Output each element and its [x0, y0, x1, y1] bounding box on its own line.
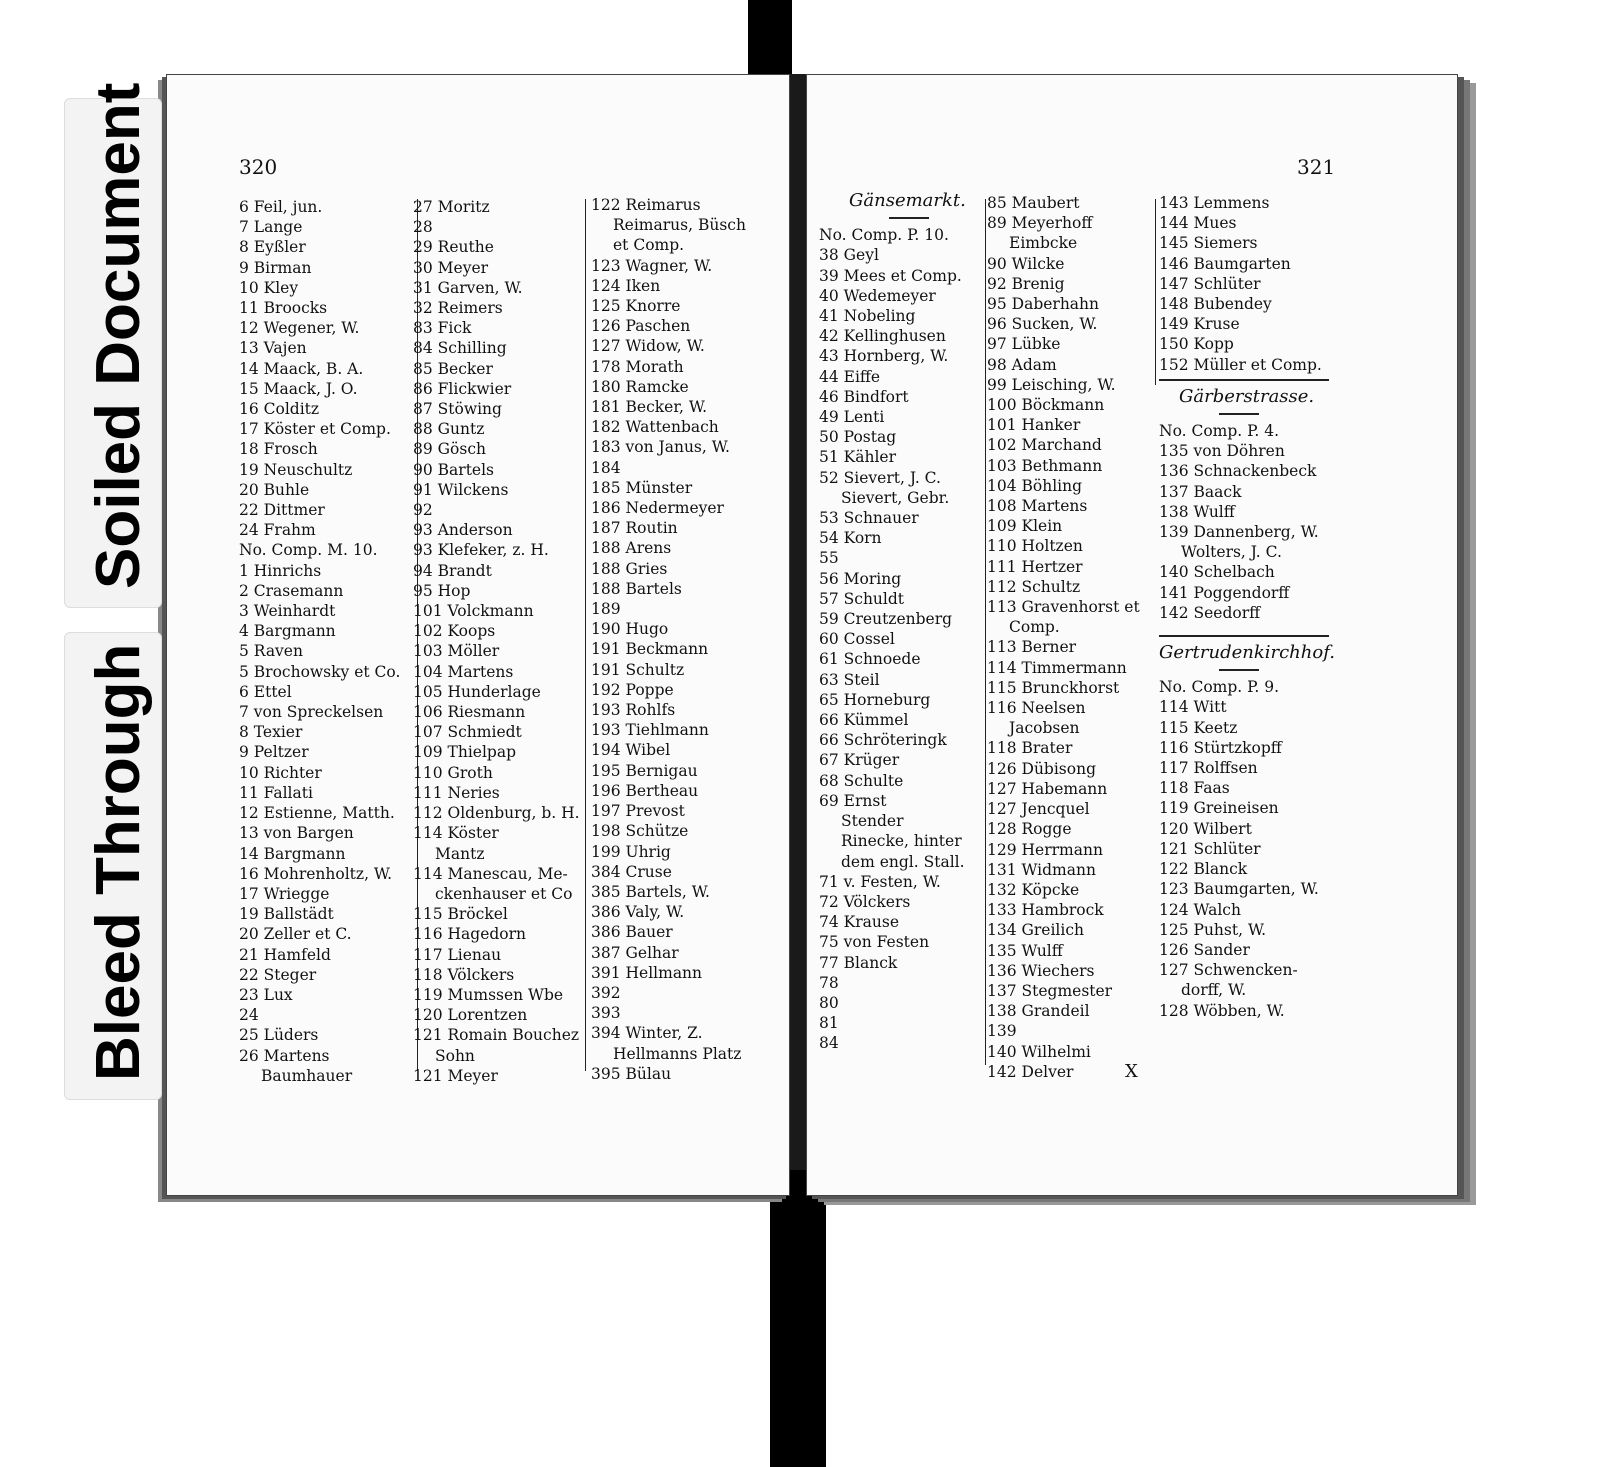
directory-entry: 145 Siemers — [1159, 234, 1258, 253]
directory-entry: 90 Wilcke — [987, 254, 1065, 273]
directory-entry: 9 Birman — [239, 258, 312, 277]
directory-entry: 30 Meyer — [413, 258, 489, 277]
directory-entry: 5 Brochowsky et Co. — [239, 662, 401, 681]
directory-entry: 384 Cruse — [591, 862, 672, 881]
directory-entry: 121 Schlüter — [1159, 839, 1261, 858]
directory-entry: 10 Richter — [239, 763, 322, 782]
directory-entry: 5 Raven — [239, 642, 303, 661]
directory-entry: 8 Eyßler — [239, 238, 306, 257]
directory-entry: 25 Lüders — [239, 1026, 319, 1045]
directory-entry: 198 Schütze — [591, 822, 689, 841]
directory-entry: Sievert, Gebr. — [841, 488, 950, 507]
directory-entry: 2 Crasemann — [239, 581, 344, 600]
directory-entry: 42 Kellinghusen — [819, 327, 946, 346]
directory-entry: 52 Sievert, J. C. — [819, 468, 941, 487]
directory-entry: 6 Ettel — [239, 682, 292, 701]
directory-entry: 28 — [413, 218, 433, 237]
directory-entry: 96 Sucken, W. — [987, 315, 1098, 334]
directory-entry: 75 von Festen — [819, 933, 930, 952]
directory-entry: 197 Prevost — [591, 802, 685, 821]
directory-entry: 199 Uhrig — [591, 842, 671, 861]
directory-entry: 92 — [413, 501, 433, 520]
directory-entry: 111 Hertzer — [987, 557, 1083, 576]
directory-entry: 113 Gravenhorst et — [987, 598, 1140, 617]
directory-entry: 114 Witt — [1159, 698, 1227, 717]
column-right-1 — [819, 191, 966, 1054]
directory-entry: 89 Gösch — [413, 440, 486, 459]
directory-entry: 386 Valy, W. — [591, 903, 685, 922]
directory-entry: 191 Schultz — [591, 660, 685, 679]
directory-entry: 139 — [987, 1022, 1017, 1041]
directory-entry: 1 Hinrichs — [239, 561, 322, 580]
directory-entry: 133 Hambrock — [987, 901, 1104, 920]
directory-entry: 134 Greilich — [987, 921, 1085, 940]
directory-entry: 152 Müller et Comp. — [1159, 355, 1322, 374]
directory-entry: Reimarus, Büsch — [613, 216, 746, 235]
directory-entry: 122 Reimarus — [591, 196, 701, 214]
directory-entry: 81 — [819, 1014, 839, 1033]
directory-entry: 98 Adam — [987, 355, 1057, 374]
directory-entry: 92 Brenig — [987, 274, 1065, 293]
directory-entry: 84 — [819, 1034, 839, 1053]
directory-entry: 142 Delver — [987, 1062, 1074, 1081]
directory-entry: 55 — [819, 549, 839, 568]
column-right-3 — [1159, 193, 1335, 1021]
directory-entry: 128 Rogge — [987, 820, 1072, 839]
directory-entry: 87 Stöwing — [413, 400, 502, 419]
directory-entry: Rinecke, hinter — [841, 832, 962, 851]
directory-entry: 129 Herrmann — [987, 840, 1103, 859]
directory-entry: 392 — [591, 983, 621, 1002]
directory-entry: 66 Kümmel — [819, 711, 909, 730]
directory-entry: 54 Korn — [819, 529, 882, 548]
directory-entry: 53 Schnauer — [819, 509, 919, 528]
directory-entry: 63 Steil — [819, 670, 880, 689]
directory-entry: Jacobsen — [1009, 719, 1080, 738]
directory-entry: 139 Dannenberg, W. — [1159, 523, 1319, 542]
directory-entry: 116 Stürtzkopff — [1159, 738, 1282, 757]
directory-entry: 140 Wilhelmi — [987, 1042, 1091, 1061]
directory-entry: 387 Gelhar — [591, 943, 679, 962]
directory-entry: 123 Baumgarten, W. — [1159, 880, 1319, 899]
directory-entry: 127 Habemann — [987, 779, 1108, 798]
right-page — [806, 74, 1458, 1196]
column-divider — [1155, 199, 1156, 385]
directory-entry: 56 Moring — [819, 569, 902, 588]
section-rule — [1159, 635, 1329, 637]
directory-entry: 120 Lorentzen — [413, 1006, 528, 1025]
column-left-1 — [239, 197, 400, 1086]
street-heading: Gärberstrasse. — [1179, 385, 1315, 407]
directory-entry: 183 von Janus, W. — [591, 438, 730, 457]
directory-entry: 111 Neries — [413, 783, 500, 802]
directory-entry: 108 Martens — [987, 497, 1088, 516]
directory-entry: 94 Brandt — [413, 561, 492, 580]
directory-entry: 104 Martens — [413, 662, 514, 681]
directory-entry: 13 Vajen — [239, 339, 307, 358]
directory-entry: 3 Weinhardt — [239, 602, 336, 621]
directory-entry: 126 Dübisong — [987, 759, 1096, 778]
directory-entry: 99 Leisching, W. — [987, 375, 1116, 394]
directory-entry: 57 Schuldt — [819, 589, 905, 608]
directory-entry: No. Comp. P. 10. — [819, 226, 949, 245]
directory-entry: 141 Poggendorff — [1159, 583, 1290, 602]
directory-entry: 93 Anderson — [413, 521, 513, 540]
directory-entry: Hellmanns Platz — [613, 1044, 742, 1063]
directory-entry: 27 Moritz — [413, 198, 490, 216]
directory-entry: 191 Beckmann — [591, 640, 709, 659]
directory-entry: 188 Gries — [591, 559, 668, 578]
directory-entry: 101 Hanker — [987, 416, 1081, 435]
directory-entry: 395 Bülau — [591, 1064, 672, 1083]
directory-entry: 16 Colditz — [239, 400, 320, 419]
directory-entry: 74 Krause — [819, 913, 899, 932]
section-rule — [1159, 379, 1329, 381]
directory-entry: 50 Postag — [819, 428, 897, 447]
column-divider — [585, 199, 586, 1071]
directory-entry: Stender — [841, 812, 904, 831]
column-left-3 — [591, 195, 746, 1084]
directory-entry: 107 Schmiedt — [413, 723, 522, 742]
page-number-right: 321 — [1297, 155, 1336, 179]
directory-entry: 11 Broocks — [239, 299, 328, 318]
directory-entry: Sohn — [435, 1046, 475, 1065]
directory-entry: 118 Brater — [987, 739, 1073, 758]
directory-entry: 114 Timmermann — [987, 658, 1127, 677]
directory-entry: 110 Groth — [413, 763, 493, 782]
directory-entry: 110 Holtzen — [987, 537, 1083, 556]
directory-entry: 146 Baumgarten — [1159, 254, 1291, 273]
directory-entry: 78 — [819, 973, 839, 992]
directory-entry: 125 Knorre — [591, 297, 681, 316]
directory-entry: 112 Schultz — [987, 577, 1081, 596]
directory-entry: 4 Bargmann — [239, 622, 336, 641]
directory-entry: 102 Marchand — [987, 436, 1102, 455]
directory-entry: 188 Arens — [591, 539, 672, 558]
directory-entry: 106 Riesmann — [413, 703, 526, 722]
directory-entry: 122 Blanck — [1159, 860, 1248, 879]
directory-entry: 38 Geyl — [819, 246, 879, 265]
label-tab-bleed — [64, 632, 162, 1100]
directory-entry: 31 Garven, W. — [413, 278, 523, 297]
directory-entry: 72 Völckers — [819, 892, 911, 911]
directory-entry: Wolters, J. C. — [1181, 543, 1282, 562]
directory-entry: 115 Keetz — [1159, 718, 1238, 737]
directory-entry: 119 Greineisen — [1159, 799, 1279, 818]
directory-entry: 22 Dittmer — [239, 501, 325, 520]
directory-entry: 100 Böckmann — [987, 396, 1105, 415]
directory-entry: 71 v. Festen, W. — [819, 872, 941, 891]
directory-entry: 132 Köpcke — [987, 880, 1080, 899]
directory-entry: 67 Krüger — [819, 751, 900, 770]
directory-entry: 114 Manescau, Me- — [413, 864, 568, 883]
directory-entry: 26 Martens — [239, 1046, 330, 1065]
directory-entry: 89 Meyerhoff — [987, 214, 1093, 233]
directory-entry: 148 Bubendey — [1159, 295, 1272, 314]
directory-entry: 147 Schlüter — [1159, 274, 1261, 293]
directory-entry: 196 Bertheau — [591, 781, 699, 800]
directory-entry: No. Comp. M. 10. — [239, 541, 378, 560]
directory-entry: 190 Hugo — [591, 620, 669, 639]
directory-entry: 93 Klefeker, z. H. — [413, 541, 549, 560]
directory-entry: 32 Reimers — [413, 299, 503, 318]
directory-entry: Mantz — [435, 844, 485, 863]
directory-entry: 97 Lübke — [987, 335, 1061, 354]
directory-entry: 391 Hellmann — [591, 963, 703, 982]
directory-entry: 59 Creutzenberg — [819, 610, 953, 629]
directory-entry: 6 Feil, jun. — [239, 198, 323, 216]
directory-entry: 14 Maack, B. A. — [239, 359, 364, 378]
directory-entry: 127 Widow, W. — [591, 337, 705, 356]
directory-entry: 114 Köster — [413, 824, 499, 843]
ornament-mark: X — [1125, 1061, 1138, 1082]
directory-entry: Comp. — [1009, 618, 1060, 637]
directory-entry: 51 Kähler — [819, 448, 896, 467]
directory-entry: 116 Hagedorn — [413, 925, 527, 944]
directory-entry: 77 Blanck — [819, 953, 898, 972]
street-heading: Gertrudenkirchhof. — [1159, 642, 1335, 664]
directory-entry: 101 Volckmann — [413, 602, 534, 621]
street-heading: Gänsemarkt. — [849, 190, 966, 211]
directory-entry: 24 — [239, 1006, 259, 1025]
directory-entry: 124 Iken — [591, 276, 661, 295]
directory-entry: 69 Ernst — [819, 791, 887, 810]
directory-entry: 193 Tiehlmann — [591, 721, 709, 740]
directory-entry: 113 Berner — [987, 638, 1077, 657]
directory-entry: 136 Wiechers — [987, 961, 1095, 980]
directory-entry: 127 Schwencken- — [1159, 961, 1298, 980]
directory-entry: 17 Köster et Comp. — [239, 420, 391, 439]
directory-entry: 7 Lange — [239, 218, 303, 237]
directory-entry: 11 Fallati — [239, 783, 313, 802]
directory-entry: 83 Fick — [413, 319, 472, 338]
directory-entry: 65 Horneburg — [819, 690, 931, 709]
directory-entry: 17 Wriegge — [239, 884, 330, 903]
directory-entry: 104 Böhling — [987, 476, 1083, 495]
left-page — [166, 74, 790, 1196]
directory-entry: 85 Maubert — [987, 194, 1080, 212]
column-right-2 — [987, 193, 1140, 1082]
directory-entry: 137 Baack — [1159, 482, 1242, 501]
directory-entry: 43 Hornberg, W. — [819, 347, 949, 366]
directory-entry: 14 Bargmann — [239, 844, 346, 863]
directory-entry: 118 Faas — [1159, 779, 1230, 798]
directory-entry: 140 Schelbach — [1159, 563, 1275, 582]
directory-entry: 393 — [591, 1004, 621, 1023]
directory-entry: 23 Lux — [239, 985, 293, 1004]
directory-entry: 90 Bartels — [413, 460, 495, 479]
directory-entry: 8 Texier — [239, 723, 303, 742]
directory-entry: 49 Lenti — [819, 408, 885, 427]
directory-entry: 121 Romain Bouchez — [413, 1026, 580, 1045]
directory-entry: 117 Rolffsen — [1159, 759, 1258, 778]
page-number-left: 320 — [239, 155, 278, 179]
directory-entry: 128 Wöbben, W. — [1159, 1001, 1285, 1020]
directory-entry: 185 Münster — [591, 478, 693, 497]
directory-entry: 61 Schnoede — [819, 650, 921, 669]
directory-entry: 124 Walch — [1159, 900, 1241, 919]
directory-entry: 195 Bernigau — [591, 761, 698, 780]
directory-entry: 46 Bindfort — [819, 387, 909, 406]
directory-entry: 109 Thielpap — [413, 743, 517, 762]
directory-entry: 117 Lienau — [413, 945, 502, 964]
directory-entry: 127 Jencquel — [987, 800, 1090, 819]
directory-entry: 121 Meyer — [413, 1066, 498, 1085]
directory-entry: 9 Peltzer — [239, 743, 309, 762]
directory-entry: 68 Schulte — [819, 771, 904, 790]
directory-entry: 84 Schilling — [413, 339, 507, 358]
directory-entry: Baumhauer — [261, 1066, 353, 1085]
directory-entry: 19 Ballstädt — [239, 905, 334, 924]
directory-entry: 16 Mohrenholtz, W. — [239, 864, 393, 883]
directory-entry: 118 Völckers — [413, 965, 515, 984]
directory-entry: 102 Koops — [413, 622, 496, 641]
directory-entry: 91 Wilckens — [413, 480, 509, 499]
directory-entry: 187 Routin — [591, 519, 678, 538]
directory-entry: 105 Hunderlage — [413, 682, 541, 701]
directory-entry: No. Comp. P. 9. — [1159, 678, 1280, 697]
bleed-through-label: Bleed Through — [84, 643, 153, 1081]
directory-entry: 144 Mues — [1159, 214, 1237, 233]
directory-entry: 186 Nedermeyer — [591, 499, 724, 518]
directory-entry: 385 Bartels, W. — [591, 882, 710, 901]
directory-entry: 88 Guntz — [413, 420, 485, 439]
directory-entry: 180 Ramcke — [591, 377, 689, 396]
directory-entry: 150 Kopp — [1159, 335, 1234, 354]
heading-dash — [889, 217, 929, 219]
binding-strip-bottom — [770, 1170, 826, 1467]
directory-entry: 123 Wagner, W. — [591, 256, 713, 275]
directory-entry: 39 Mees et Comp. — [819, 266, 962, 285]
directory-entry: dorff, W. — [1181, 981, 1247, 1000]
directory-entry: 103 Möller — [413, 642, 500, 661]
directory-entry: 21 Hamfeld — [239, 945, 331, 964]
directory-entry: 142 Seedorff — [1159, 603, 1261, 622]
directory-entry: 135 Wulff — [987, 941, 1063, 960]
directory-entry: 126 Paschen — [591, 317, 691, 336]
directory-entry: 188 Bartels — [591, 579, 682, 598]
directory-entry: 138 Wulff — [1159, 502, 1235, 521]
directory-entry: 80 — [819, 993, 839, 1012]
directory-entry: 192 Poppe — [591, 680, 674, 699]
directory-entry: 149 Kruse — [1159, 315, 1240, 334]
directory-entry: 60 Cossel — [819, 630, 895, 649]
directory-entry: 109 Klein — [987, 517, 1063, 536]
directory-entry: ckenhauser et Co — [435, 884, 573, 903]
directory-entry: 182 Wattenbach — [591, 418, 719, 437]
directory-entry: Eimbcke — [1009, 234, 1078, 253]
directory-entry: 66 Schröteringk — [819, 731, 947, 750]
directory-entry: 189 — [591, 600, 621, 619]
column-divider — [985, 199, 986, 1065]
directory-entry: 22 Steger — [239, 965, 317, 984]
directory-entry: 7 von Spreckelsen — [239, 703, 384, 722]
directory-entry: 119 Mumssen Wbe — [413, 985, 564, 1004]
directory-entry: 18 Frosch — [239, 440, 318, 459]
directory-entry: 135 von Döhren — [1159, 442, 1285, 461]
directory-entry: 12 Wegener, W. — [239, 319, 360, 338]
directory-entry: 120 Wilbert — [1159, 819, 1252, 838]
directory-entry: 41 Nobeling — [819, 307, 916, 326]
directory-entry: 20 Zeller et C. — [239, 925, 352, 944]
directory-entry: 138 Grandeil — [987, 1002, 1090, 1021]
directory-entry: 126 Sander — [1159, 940, 1250, 959]
directory-entry: dem engl. Stall. — [841, 852, 965, 871]
directory-entry: 19 Neuschultz — [239, 460, 353, 479]
directory-entry: 178 Morath — [591, 357, 684, 376]
directory-entry: 112 Oldenburg, b. H. — [413, 804, 580, 823]
directory-entry: 115 Brunckhorst — [987, 678, 1120, 697]
directory-entry: 24 Frahm — [239, 521, 316, 540]
directory-entry: et Comp. — [613, 236, 685, 255]
binding-strip-top — [748, 0, 792, 80]
directory-entry: 13 von Bargen — [239, 824, 354, 843]
directory-entry: 20 Buhle — [239, 480, 310, 499]
directory-entry: 86 Flickwier — [413, 379, 512, 398]
directory-entry: 95 Hop — [413, 581, 471, 600]
directory-entry: 115 Bröckel — [413, 905, 508, 924]
directory-entry: 15 Maack, J. O. — [239, 379, 358, 398]
column-left-2 — [413, 197, 580, 1086]
directory-entry: 12 Estienne, Matth. — [239, 804, 395, 823]
directory-entry: 143 Lemmens — [1159, 194, 1270, 212]
directory-entry: 103 Bethmann — [987, 456, 1103, 475]
directory-entry: 181 Becker, W. — [591, 398, 708, 417]
directory-entry: 44 Eiffe — [819, 367, 881, 386]
directory-entry: 394 Winter, Z. — [591, 1024, 703, 1043]
directory-entry: 194 Wibel — [591, 741, 671, 760]
directory-entry: 95 Daberhahn — [987, 295, 1100, 314]
directory-entry: 125 Puhst, W. — [1159, 920, 1267, 939]
directory-entry: 116 Neelsen — [987, 699, 1086, 718]
directory-entry: 136 Schnackenbeck — [1159, 462, 1317, 481]
soiled-document-label: Soiled Document — [84, 82, 153, 589]
heading-dash — [1219, 669, 1259, 671]
heading-dash — [1219, 413, 1259, 415]
directory-entry: 193 Rohlfs — [591, 701, 676, 720]
label-tab-soiled — [64, 82, 162, 608]
directory-entry: 85 Becker — [413, 359, 493, 378]
directory-entry: 137 Stegmester — [987, 981, 1113, 1000]
directory-entry: 131 Widmann — [987, 860, 1096, 879]
directory-entry: 29 Reuthe — [413, 238, 494, 257]
directory-entry: 40 Wedemeyer — [819, 286, 936, 305]
directory-entry: 386 Bauer — [591, 923, 673, 942]
directory-entry: 10 Kley — [239, 278, 299, 297]
directory-entry: 184 — [591, 458, 621, 477]
directory-entry: No. Comp. P. 4. — [1159, 422, 1280, 441]
